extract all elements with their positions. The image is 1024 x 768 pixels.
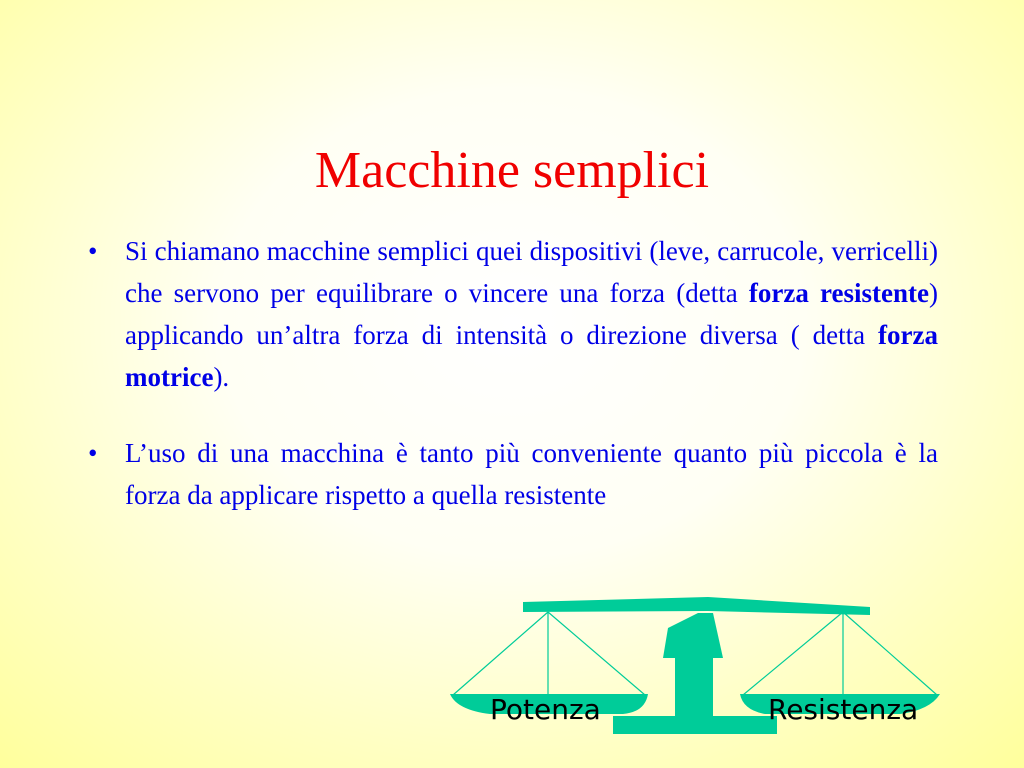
bullet-text: L’uso di una macchina è tanto più conveniente quanto più piccola è la forza da applicare rispetto a quella resistente bbox=[125, 438, 938, 510]
bullet-list bbox=[88, 230, 938, 516]
right-pan-string bbox=[743, 612, 843, 695]
resistenza-label: Resistenza bbox=[768, 693, 919, 726]
left-pan-string bbox=[453, 612, 548, 695]
scale-post bbox=[675, 658, 713, 724]
bullet-marker: • bbox=[88, 438, 98, 468]
term-forza-motrice: forza motrice bbox=[125, 320, 938, 392]
scale-base bbox=[613, 716, 777, 734]
bullet-marker: • bbox=[88, 236, 98, 266]
right-pan-string bbox=[843, 612, 937, 695]
bullet-text: ) applicando un’altra forza di intensità o direzione diversa ( detta bbox=[125, 278, 938, 350]
slide-title: Macchine semplici bbox=[314, 141, 710, 199]
scale-beam bbox=[523, 597, 870, 615]
left-pan-string bbox=[548, 612, 645, 695]
term-forza-resistente: forza resistente bbox=[748, 278, 929, 308]
bullet-text: Si chiamano macchine semplici quei dispositivi (leve, carrucole, verricelli) che servono per equilibrare o vincere una forza (detta bbox=[125, 236, 938, 308]
potenza-label: Potenza bbox=[490, 693, 601, 726]
bullet-item-2 bbox=[88, 432, 938, 516]
bullet-item-1 bbox=[88, 230, 938, 398]
bullet-text: ). bbox=[213, 362, 230, 392]
scale-column bbox=[663, 613, 723, 658]
